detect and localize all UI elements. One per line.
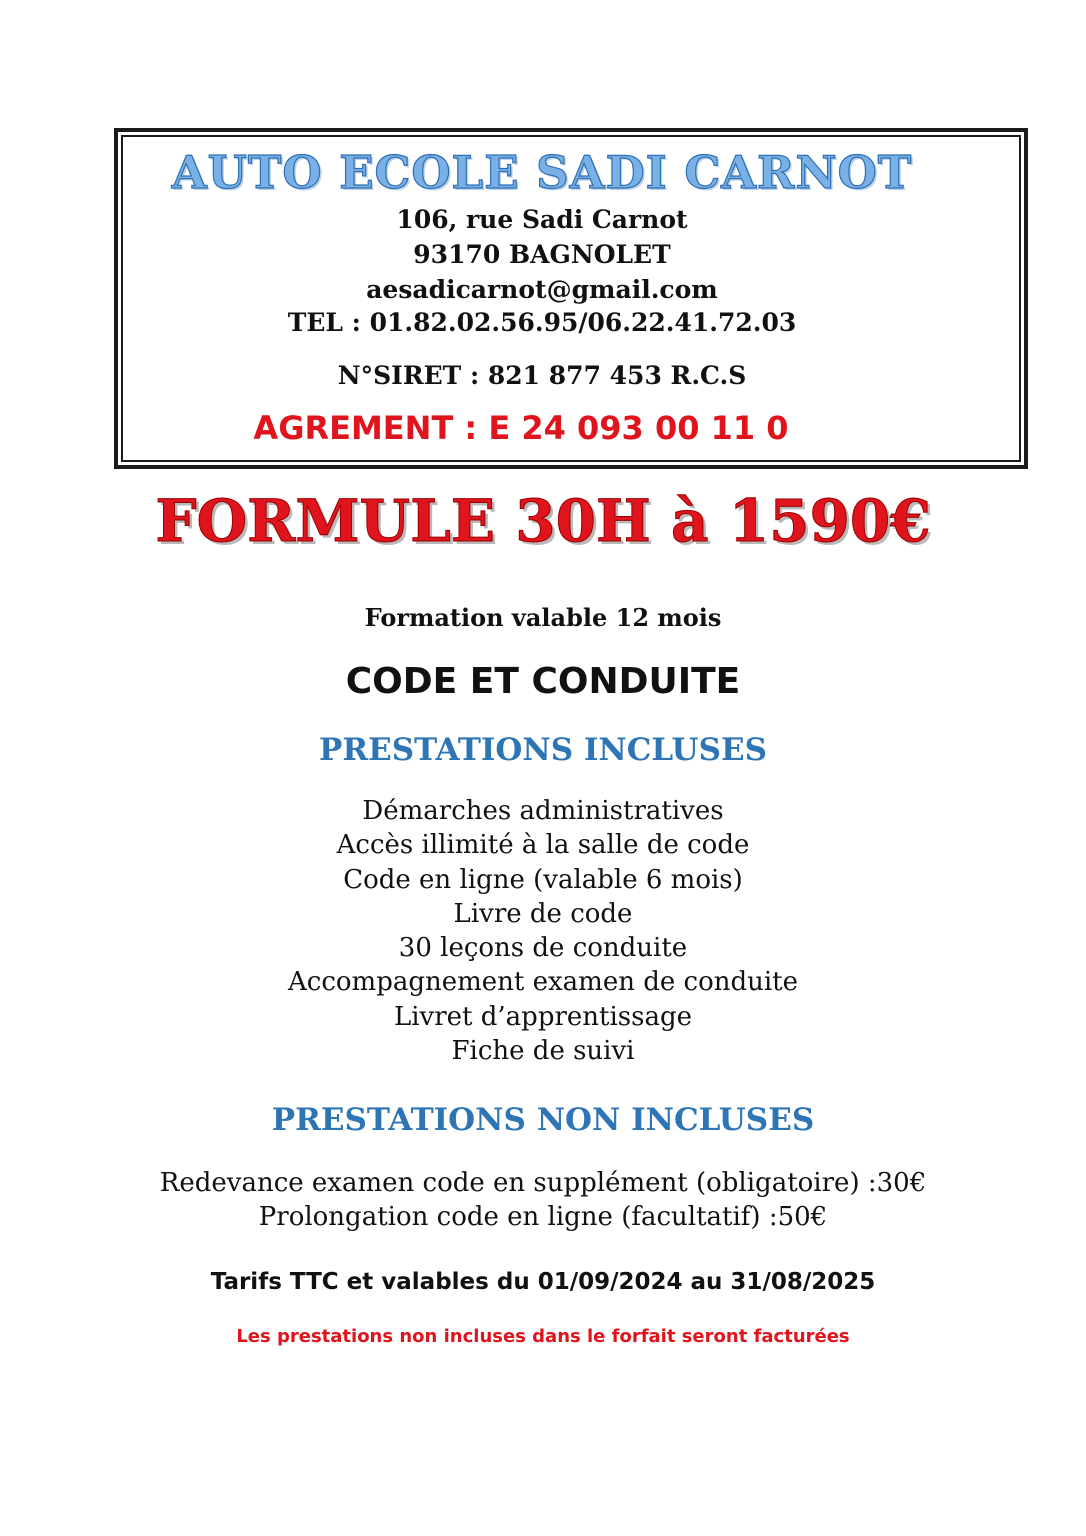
list-item: Accès illimité à la salle de code xyxy=(336,830,750,861)
list-item: Code en ligne (valable 6 mois) xyxy=(343,864,743,895)
list-item: Accompagnement examen de conduite xyxy=(287,967,799,998)
included-title: PRESTATIONS INCLUSES xyxy=(319,732,767,768)
offer-validity: Formation valable 12 mois xyxy=(364,603,722,632)
list-item: 30 leçons de conduite xyxy=(398,933,688,964)
school-name: AUTO ECOLE SADI CARNOT xyxy=(171,146,913,199)
address-city: 93170 BAGNOLET xyxy=(413,240,671,269)
siret-number: N°SIRET : 821 877 453 R.C.S xyxy=(337,361,747,390)
list-item: Démarches administratives xyxy=(362,796,724,826)
not-included-title: PRESTATIONS NON INCLUSES xyxy=(271,1102,815,1138)
agrement-number: AGREMENT : E 24 093 00 11 0 xyxy=(253,409,789,447)
list-item: Redevance examen code en supplément (obligatoire) :30€ xyxy=(159,1168,927,1198)
list-item: Livre de code xyxy=(453,898,633,929)
phone-numbers: TEL : 01.82.02.56.95/06.22.41.72.03 xyxy=(287,308,797,337)
billing-notice: Les prestations non incluses dans le forfait seront facturées xyxy=(236,1326,850,1347)
offer-subtitle: CODE ET CONDUITE xyxy=(345,661,741,702)
tarifs-validity: Tarifs TTC et valables du 01/09/2024 au 31/08/2025 xyxy=(210,1269,876,1295)
email-address: aesadicarnot@gmail.com xyxy=(366,275,718,304)
address-street: 106, rue Sadi Carnot xyxy=(396,205,688,234)
included-list xyxy=(0,794,1086,1068)
list-item: Livret d’apprentissage xyxy=(393,1001,693,1032)
list-item: Fiche de suivi xyxy=(451,1036,635,1067)
offer-title: FORMULE 30H à 1590€ xyxy=(155,487,931,555)
not-included-list xyxy=(0,1166,1086,1235)
list-item: Prolongation code en ligne (facultatif) :50€ xyxy=(258,1202,828,1233)
